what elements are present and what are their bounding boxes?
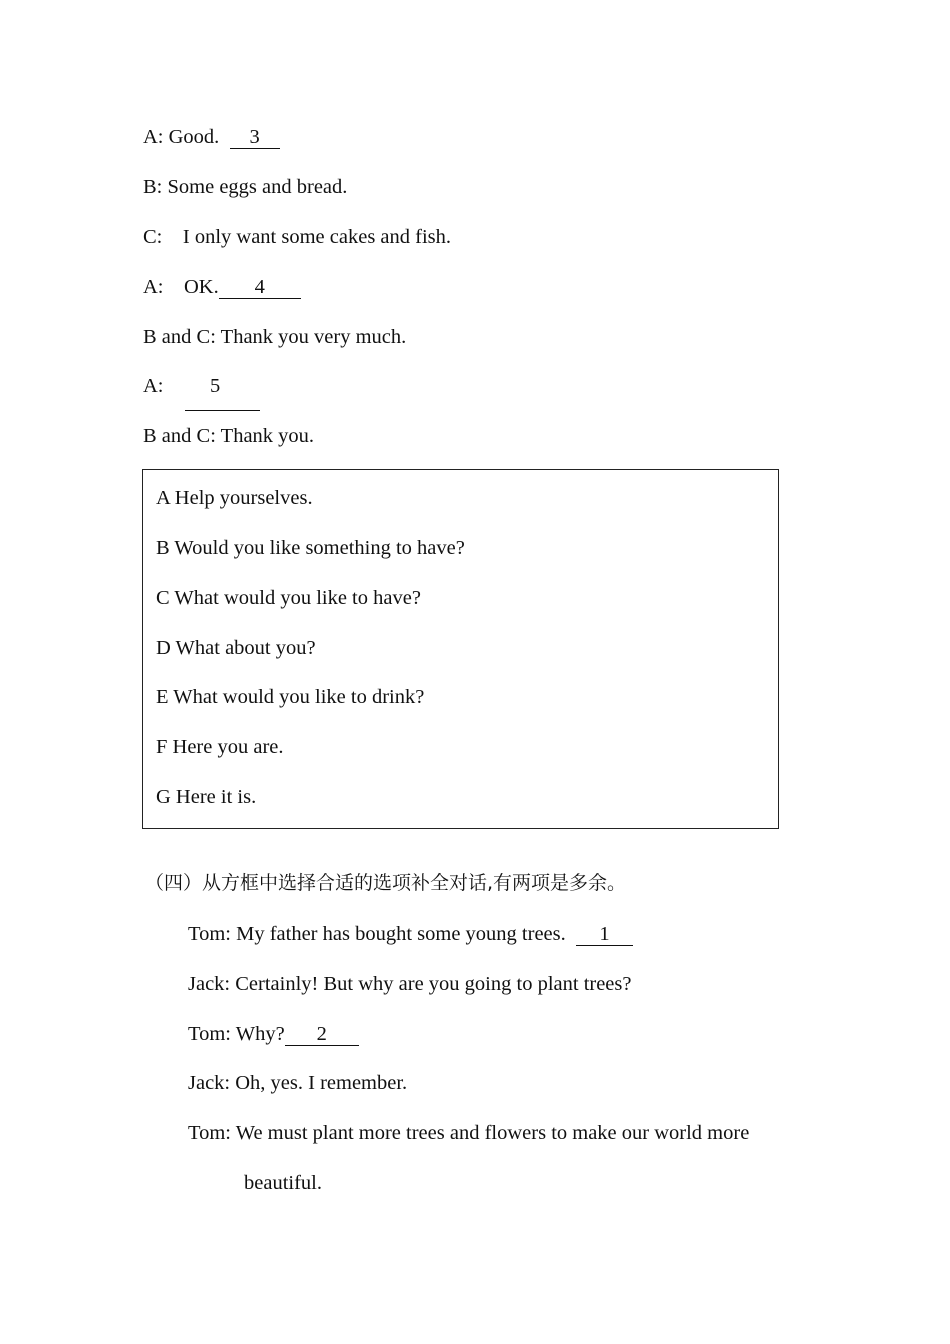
speaker: Jack:: [188, 973, 231, 995]
answer-blank: [219, 276, 301, 299]
dialogue-text: Oh, yes. I remember.: [235, 1072, 408, 1094]
speaker: B and C:: [143, 326, 216, 348]
blank-number: 5: [210, 375, 221, 397]
dialogue-text: I only want some cakes and fish.: [182, 226, 452, 248]
dialogue-text: Thank you.: [220, 425, 315, 447]
speaker: C:: [143, 226, 163, 248]
option-g: G Here it is.: [156, 786, 257, 808]
speaker: Jack:: [188, 1072, 231, 1094]
answer-blank: [285, 1023, 359, 1046]
option-d: D What about you?: [156, 637, 316, 659]
speaker: Tom:: [188, 923, 231, 945]
option-a: A Help yourselves.: [156, 487, 313, 509]
speaker: Tom:: [188, 1122, 231, 1144]
section-heading: （四）从方框中选择合适的选项补全对话,有两项是多余。: [145, 872, 627, 894]
speaker: B:: [143, 176, 163, 198]
option-e: E What would you like to drink?: [156, 686, 425, 708]
dialogue-text: Certainly! But why are you going to plant trees?: [235, 973, 632, 995]
blank-number: 2: [316, 1023, 327, 1045]
answer-blank: [230, 126, 280, 149]
option-c: C What would you like to have?: [156, 587, 421, 609]
dialogue-text: Good.: [168, 126, 220, 148]
dialogue-text: My father has bought some young trees.: [236, 923, 566, 945]
dialogue-line-5: [143, 325, 406, 349]
answer-blank: [185, 410, 260, 411]
dialogue-line-tom-3: [188, 1121, 749, 1145]
dialogue-text: Why?: [235, 1023, 285, 1045]
dialogue-line-4: [143, 275, 301, 299]
speaker: A:: [143, 375, 164, 397]
dialogue-line-7: [143, 424, 314, 448]
dialogue-line-1: [143, 125, 280, 149]
speaker: A:: [143, 276, 164, 298]
dialogue-text: Thank you very much.: [220, 326, 407, 348]
dialogue-text: We must plant more trees and flowers to make our world more: [235, 1122, 750, 1144]
dialogue-text: Some eggs and bread.: [167, 176, 348, 198]
speaker: B and C:: [143, 425, 216, 447]
dialogue-line-3: [143, 225, 451, 249]
dialogue-line-2: [143, 175, 347, 199]
dialogue-line-tom-1: [188, 922, 633, 946]
blank-number: 1: [599, 923, 610, 945]
options-box: [142, 469, 779, 829]
dialogue-line-tom-2: [188, 1022, 359, 1046]
blank-number: 3: [249, 126, 260, 148]
dialogue-line-6: [143, 374, 164, 398]
dialogue-continuation: beautiful.: [244, 1172, 322, 1194]
dialogue-line-jack-2: [188, 1071, 407, 1095]
dialogue-line-jack-1: [188, 972, 632, 996]
speaker: Tom:: [188, 1023, 231, 1045]
answer-blank: [576, 923, 633, 946]
blank-number: 4: [254, 276, 265, 298]
option-f: F Here you are.: [156, 736, 284, 758]
option-b: B Would you like something to have?: [156, 537, 465, 559]
dialogue-text: OK.: [184, 276, 219, 298]
speaker: A:: [143, 126, 164, 148]
